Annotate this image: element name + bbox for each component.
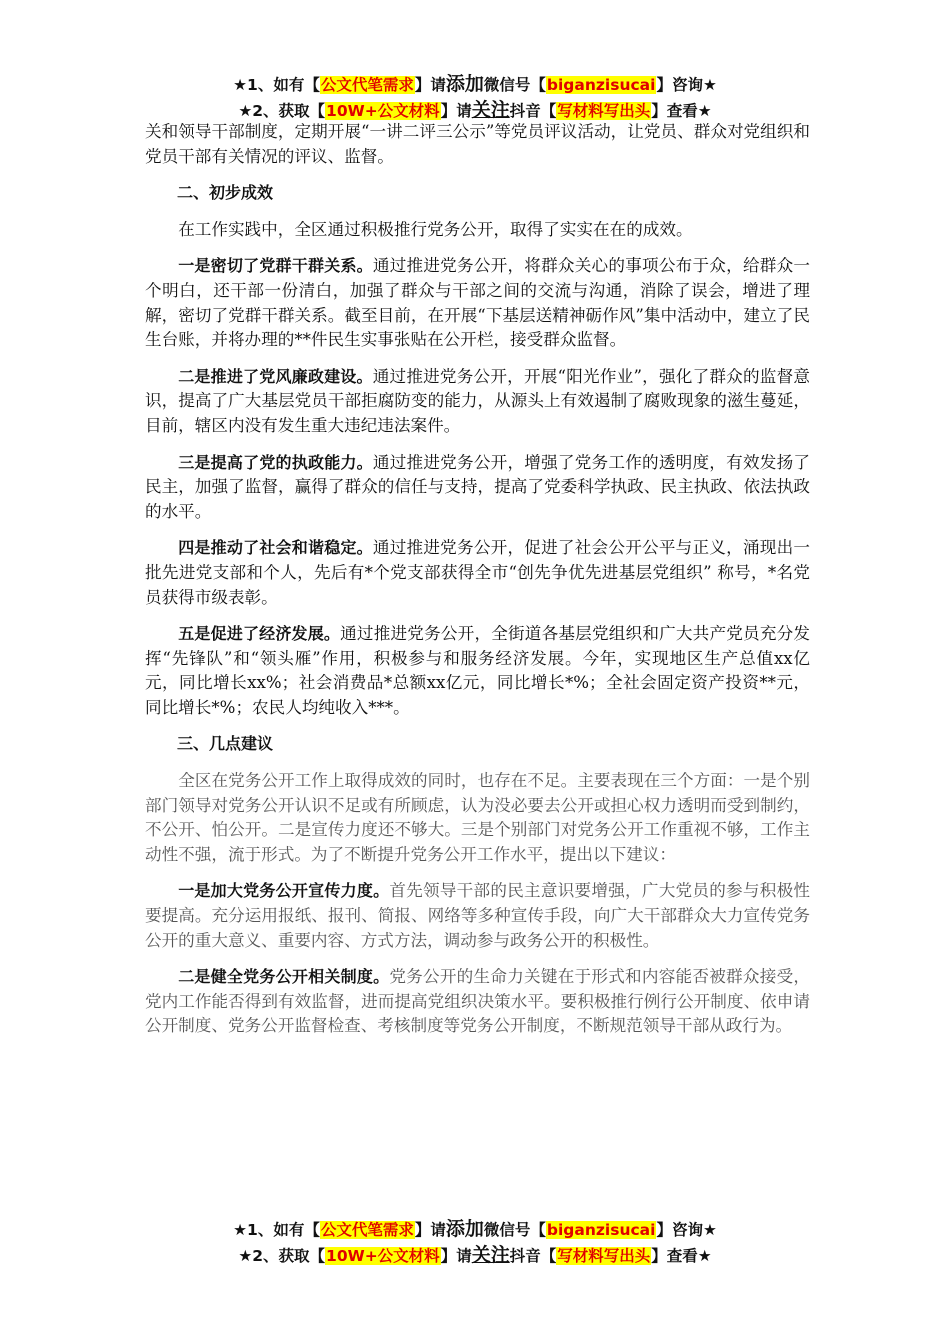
paragraph [145, 451, 810, 525]
paragraph-lead: 四是推动了社会和谐稳定。 [178, 538, 373, 558]
paragraph-lead: 一是密切了党群干群关系。 [178, 256, 373, 276]
paragraph: 在工作实践中，全区通过积极推行党务公开，取得了实实在在的成效。 [178, 219, 693, 239]
promo-text: 微信号【 [483, 76, 546, 94]
section-heading: 二、初步成效 [177, 183, 274, 203]
promo-text: 】请 [440, 1247, 472, 1265]
paragraph-text: 首先领导干部的民主意识要增强，广大党员的参与积极性要提高。充分运用报纸、报刊、简报、网络等多种宣传手段，向广大干部群众大力宣传党务公开的重大意义、重要内容、方式方法，调动参与政务公开的积极性。 [145, 881, 810, 950]
highlight-wechat-id: biganzisucai [546, 1221, 656, 1239]
promo-line-1 [0, 72, 950, 98]
highlight-demand: 公文代笔需求 [320, 1221, 414, 1239]
paragraph-lead: 三是提高了党的执政能力。 [178, 452, 373, 472]
promo-text: 抖音【 [509, 102, 557, 120]
paragraph [145, 622, 810, 720]
promo-text: ★2、获取【 [238, 102, 326, 120]
paragraph-lead: 五是促进了经济发展。 [178, 624, 341, 644]
promo-text: 】咨询★ [656, 76, 717, 94]
promo-add: 添加 [445, 1218, 484, 1240]
section-heading: 三、几点建议 [177, 734, 274, 754]
paragraph-text: 通过推进党务公开，开展“阳光作业”，强化了群众的监督意识，提高了广大基层党员干部拒腐防变的能力，从源头上有效遏制了腐败现象的滋生蔓延，目前，辖区内没有发生重大违纪违法案件。 [145, 366, 810, 435]
paragraph [145, 254, 810, 352]
promo-text: ★1、如有【 [233, 76, 320, 94]
paragraph-text: 通过推进党务公开，将群众关心的事项公布于众，给群众一个明白，还干部一份清白，加强了群众与干部之间的交流与沟通，消除了误会，增进了理解，密切了党群干群关系。截至目前，在开展“下基层送精神砺作风”集中活动中，建立了民生台账，并将办理的**件民生实事张贴在公开栏，接受群众监督。 [145, 256, 810, 350]
paragraph [145, 965, 810, 1039]
paragraph-lead: 一是加大党务公开宣传力度。 [178, 881, 390, 901]
promo-text: 】请 [414, 1221, 446, 1239]
promo-text: 】查看★ [651, 102, 712, 120]
promo-text: 】查看★ [651, 1247, 712, 1265]
paragraph-text: 通过推进党务公开，促进了社会公开公平与正义，涌现出一批先进党支部和个人，先后有*个党支部获得全市“创先争优先进基层党组织” 称号，*名党员获得市级表彰。 [145, 538, 810, 607]
promo-banner-bottom [0, 1217, 950, 1269]
promo-follow: 关注 [471, 1244, 510, 1266]
paragraph-text: 党务公开的生命力关键在于形式和内容能否被群众接受，党内工作能否得到有效监督，进而提高党组织决策水平。要积极推行例行公开制度、依申请公开制度、党务公开监督检查、考核制度等党务公开制度，不断规范领导干部从政行为。 [145, 967, 810, 1036]
paragraph: 全区在党务公开工作上取得成效的同时，也存在不足。主要表现在三个方面：一是个别部门领导对党务公开认识不足或有所顾虑，认为没必要去公开或担心权力透明而受到制约，不公开、怕公开。二是宣传力度还不够大。三是个别部门对党务公开工作重视不够，工作主动性不强，流于形式。为了不断提升党务公开工作水平，提出以下建议： [145, 771, 810, 864]
promo-text: 抖音【 [509, 1247, 557, 1265]
document-body [145, 120, 810, 1051]
paragraph [145, 365, 810, 439]
highlight-materials: 10W+公文材料 [326, 102, 440, 120]
promo-text: 】请 [414, 76, 446, 94]
highlight-materials: 10W+公文材料 [326, 1247, 440, 1265]
promo-banner-top [0, 72, 950, 124]
promo-text: 】请 [440, 102, 472, 120]
paragraph-text: 通过推进党务公开，增强了党务工作的透明度，有效发扬了民主，加强了监督，赢得了群众的信任与支持，提高了党委科学执政、民主执政、依法执政的水平。 [145, 452, 810, 521]
paragraph [145, 879, 810, 953]
paragraph-lead: 二是健全党务公开相关制度。 [178, 967, 390, 987]
promo-text: 】咨询★ [656, 1221, 717, 1239]
paragraph-text: 通过推进党务公开，全街道各基层党组织和广大共产党员充分发挥“先锋队”和“领头雁”作用，积极参与和服务经济发展。今年，实现地区生产总值xx亿元，同比增长xx%；社会消费品*总额xx亿元，同比增长*%；全社会固定资产投资**元，同比增长*%；农民人均纯收入***。 [145, 624, 810, 717]
paragraph [145, 536, 810, 610]
promo-text: ★1、如有【 [233, 1221, 320, 1239]
paragraph-lead: 二是推进了党风廉政建设。 [178, 366, 373, 386]
promo-follow: 关注 [471, 99, 510, 121]
promo-add: 添加 [445, 73, 484, 95]
promo-line-2 [0, 1243, 950, 1269]
promo-text: 微信号【 [483, 1221, 546, 1239]
highlight-account: 写材料写出头 [557, 1247, 651, 1265]
promo-line-1 [0, 1217, 950, 1243]
highlight-wechat-id: biganzisucai [546, 76, 656, 94]
paragraph: 关和领导干部制度，定期开展“一讲二评三公示”等党员评议活动，让党员、群众对党组织和党员干部有关情况的评议、监督。 [145, 122, 810, 166]
promo-text: ★2、获取【 [238, 1247, 326, 1265]
highlight-account: 写材料写出头 [557, 102, 651, 120]
highlight-demand: 公文代笔需求 [320, 76, 414, 94]
